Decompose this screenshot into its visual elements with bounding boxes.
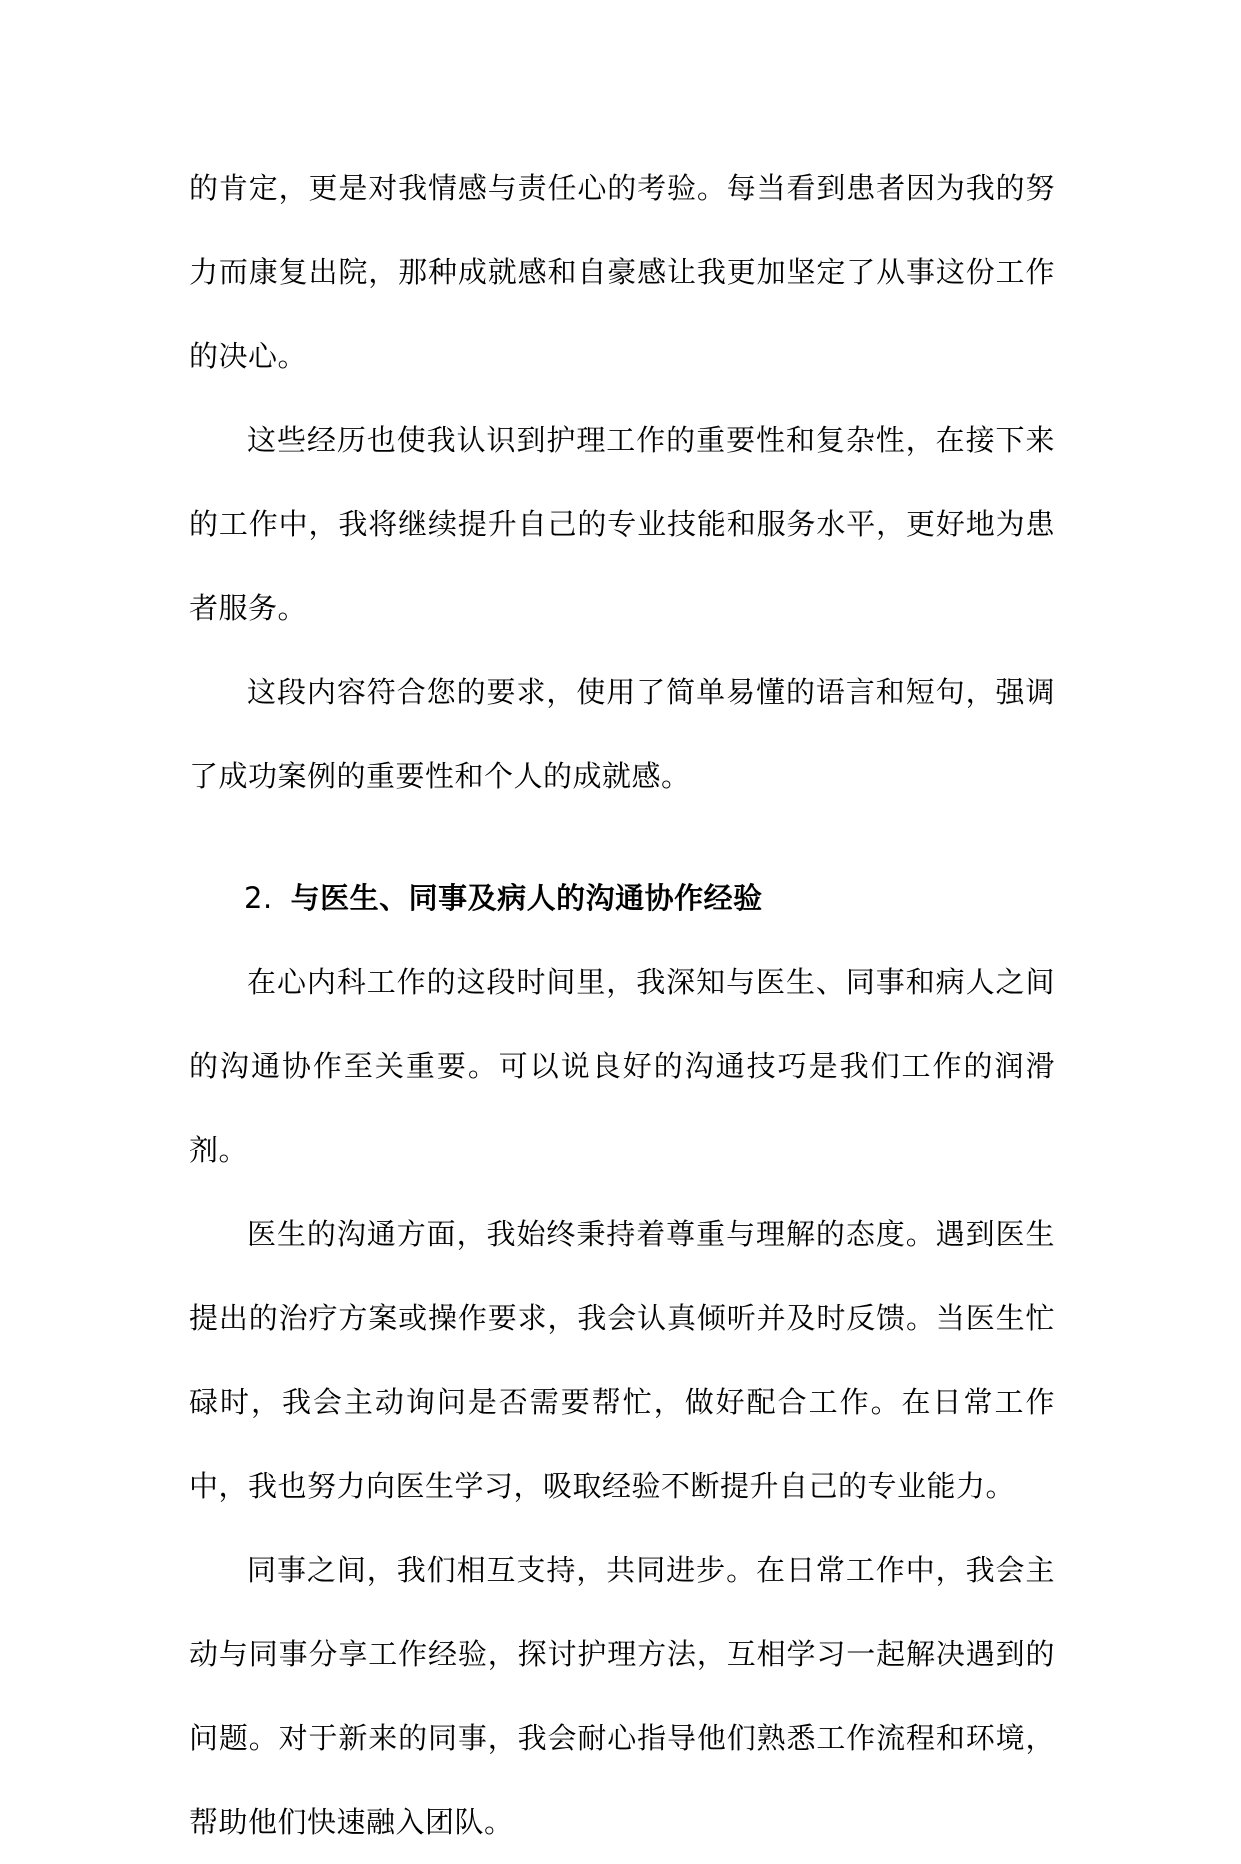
paragraph: 这些经历也使我认识到护理工作的重要性和复杂性，在接下来的工作中，我将继续提升自己的专业技能和服务水平，更好地为患者服务。 [189,423,1055,625]
paragraph: 这段内容符合您的要求，使用了简单易懂的语言和短句，强调了成功案例的重要性和个人的成就感。 [189,675,1055,793]
paragraph: 医生的沟通方面，我始终秉持着尊重与理解的态度。遇到医生提出的治疗方案或操作要求，我会认真倾听并及时反馈。当医生忙碌时，我会主动询问是否需要帮忙，做好配合工作。在日常工作中，我也努力向医生学习，吸取经验不断提升自己的专业能力。 [189,1217,1055,1503]
paragraph: 同事之间，我们相互支持，共同进步。在日常工作中，我会主动与同事分享工作经验，探讨护理方法，互相学习一起解决遇到的问题。对于新来的同事，我会耐心指导他们熟悉工作流程和环境，帮助他们快速融入团队。 [189,1553,1055,1839]
section-title: 与医生、同事及病人的沟通协作经验 [290,881,763,915]
document-body [189,146,1055,1864]
paragraph-continuation: 的肯定，更是对我情感与责任心的考验。每当看到患者因为我的努力而康复出院，那种成就感和自豪感让我更加坚定了从事这份工作的决心。 [189,171,1055,373]
paragraph: 在心内科工作的这段时间里，我深知与医生、同事和病人之间的沟通协作至关重要。可以说良好的沟通技巧是我们工作的润滑剂。 [189,965,1055,1167]
section-heading [189,856,1055,940]
section-number: 2. [244,881,273,915]
